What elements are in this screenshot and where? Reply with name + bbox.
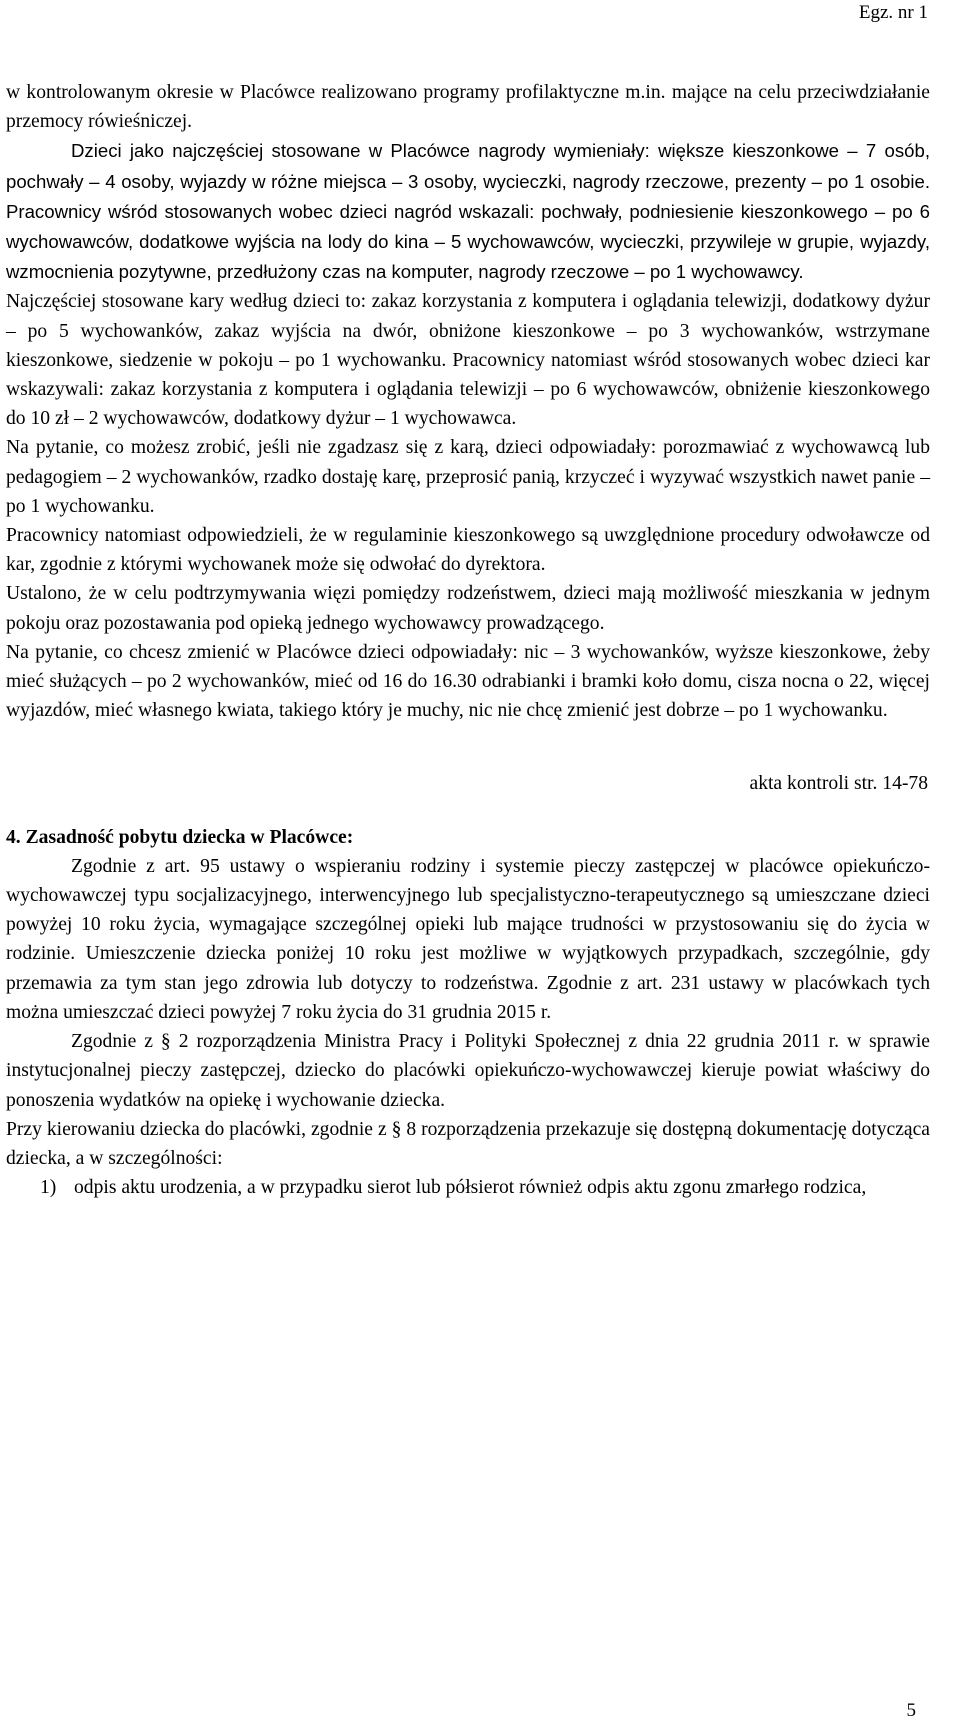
file-reference: akta kontroli str. 14-78: [749, 773, 928, 795]
spacer: [6, 725, 930, 769]
page-number: 5: [906, 1700, 916, 1721]
spacer: [6, 799, 930, 823]
paragraph-rewards-children: Dzieci jako najczęściej stosowane w Placówce nagrody wymieniały: większe kieszonkowe – 7 osób, pochwały – 4 osoby, wyjazdy w różne miejsca – 3 osoby, wycieczki, nagrody rzeczowe, prezenty – po 1 osobie.: [6, 140, 930, 192]
paragraph-disagreement: Na pytanie, co możesz zrobić, jeśli nie zgadzasz się z karą, dzieci odpowiadały: porozmawiać z wychowawcą lub pedagogiem – 2 wychowanków, rzadko dostaję karę, przeprosić panią, krzyczeć i wyzywać wszystkich nawet panie – po 1 wychowanku.: [6, 437, 930, 517]
list-item-number: 1): [40, 1177, 57, 1199]
list-item-text: odpis aktu urodzenia, a w przypadku sierot lub półsierot również odpis aktu zgonu zmarłego rodzica,: [74, 1177, 867, 1199]
paragraph-siblings: Ustalono, że w celu podtrzymywania więzi pomiędzy rodzeństwem, dzieci mają możliwość mieszkania w jednym pokoju oraz pozostawania pod opieką jednego wychowawcy prowadzącego.: [6, 583, 930, 634]
paragraph-regulation-par-8: Przy kierowaniu dziecka do placówki, zgodnie z § 8 rozporządzenia przekazuje się dostępną dokumentację dotycząca dziecka, a w szczególności:: [6, 1118, 930, 1169]
paragraph-desired-changes: Na pytanie, co chcesz zmienić w Placówce dzieci odpowiadały: nic – 3 wychowanków, wyższe kieszonkowe, żeby mieć służących – po 2 wychowanków, mieć od 16 do 16.30 odrabianki i bramki koło domu, cisza nocna o 22, więcej wyjazdów, mieć własnego kwiata, takiego który je muchy, nic nie chcę zmienić jest dobrze – po 1 wychowanku.: [6, 641, 930, 722]
paragraph-rewards-staff: Pracownicy wśród stosowanych wobec dzieci nagród wskazali: pochwały, podniesienie kieszonkowego – po 6 wychowawców, dodatkowe wyjścia na lody do kina – 5 wychowawców, wycieczki, przywileje w grupie, wyjazdy, wzmocnienia pozytywne, przedłużony czas na komputer, nagrody rzeczowe – po 1 wychowawcy.: [6, 200, 930, 283]
paragraph-punishments: Najczęściej stosowane kary według dzieci to: zakaz korzystania z komputera i oglądania telewizji, dodatkowy dyżur – po 5 wychowanków, zakaz wyjścia na dwór, obniżone kieszonkowe – po 3 wychowanków, wstrzymane kieszonkowe, siedzenie w pokoju – po 1 wychowanku. Pracownicy natomiast wśród stosowanych wobec dzieci kar wskazywali: zakaz korzystania z komputera i oglądania telewizji – po 6 wychowawców, obniżenie kieszonkowego do 10 zł – 2 wychowawców, dodatkowy dyżur – 1 wychowawca.: [6, 291, 930, 430]
paragraph-art-95: Zgodnie z art. 95 ustawy o wspieraniu rodziny i systemie pieczy zastępczej w placówce opiekuńczo-wychowawczej typu socjalizacyjnego, interwencyjnego lub specjalistyczno-terapeutycznego są umieszczane dzieci powyżej 10 roku życia, wymagające szczególnej opieki lub mające trudności w przystosowaniu się do życia w rodzinie. Umieszczenie dziecka poniżej 10 roku jest możliwe w wyjątkowych przypadkach, szczególnie, gdy przemawia za tym stan jego zdrowia lub dotyczy to rodzeństwa. Zgodnie z art. 231 ustawy w placówkach tych można umieszczać dzieci powyżej 7 roku życia do 31 grudnia 2015 r.: [6, 855, 930, 1023]
paragraph-prevention-programs: w kontrolowanym okresie w Placówce realizowano programy profilaktyczne m.in. mające na celu przeciwdziałanie przemocy rówieśniczej.: [6, 82, 930, 133]
paragraph-appeal-procedures: Pracownicy natomiast odpowiedzieli, że w regulaminie kieszonkowego są uwzględnione procedury odwoławcze od kar, zgodnie z którymi wychowanek może się odwołać do dyrektora.: [6, 525, 930, 576]
document-body: [6, 78, 930, 1202]
documentation-list: [6, 1173, 930, 1202]
section-heading: 4. Zasadność pobytu dziecka w Placówce:: [6, 826, 354, 848]
paragraph-rewards: [6, 136, 930, 287]
copy-number-label: Egz. nr 1: [858, 2, 928, 23]
list-item: [6, 1173, 930, 1202]
paragraph-regulation-par-2: Zgodnie z § 2 rozporządzenia Ministra Pracy i Polityki Społecznej z dnia 22 grudnia 2011 r. w sprawie instytucjonalnej pieczy zastępczej, dziecko do placówki opiekuńczo-wychowawczej kieruje powiat właściwy do ponoszenia wydatków na opiekę i wychowanie dziecka.: [6, 1031, 930, 1111]
